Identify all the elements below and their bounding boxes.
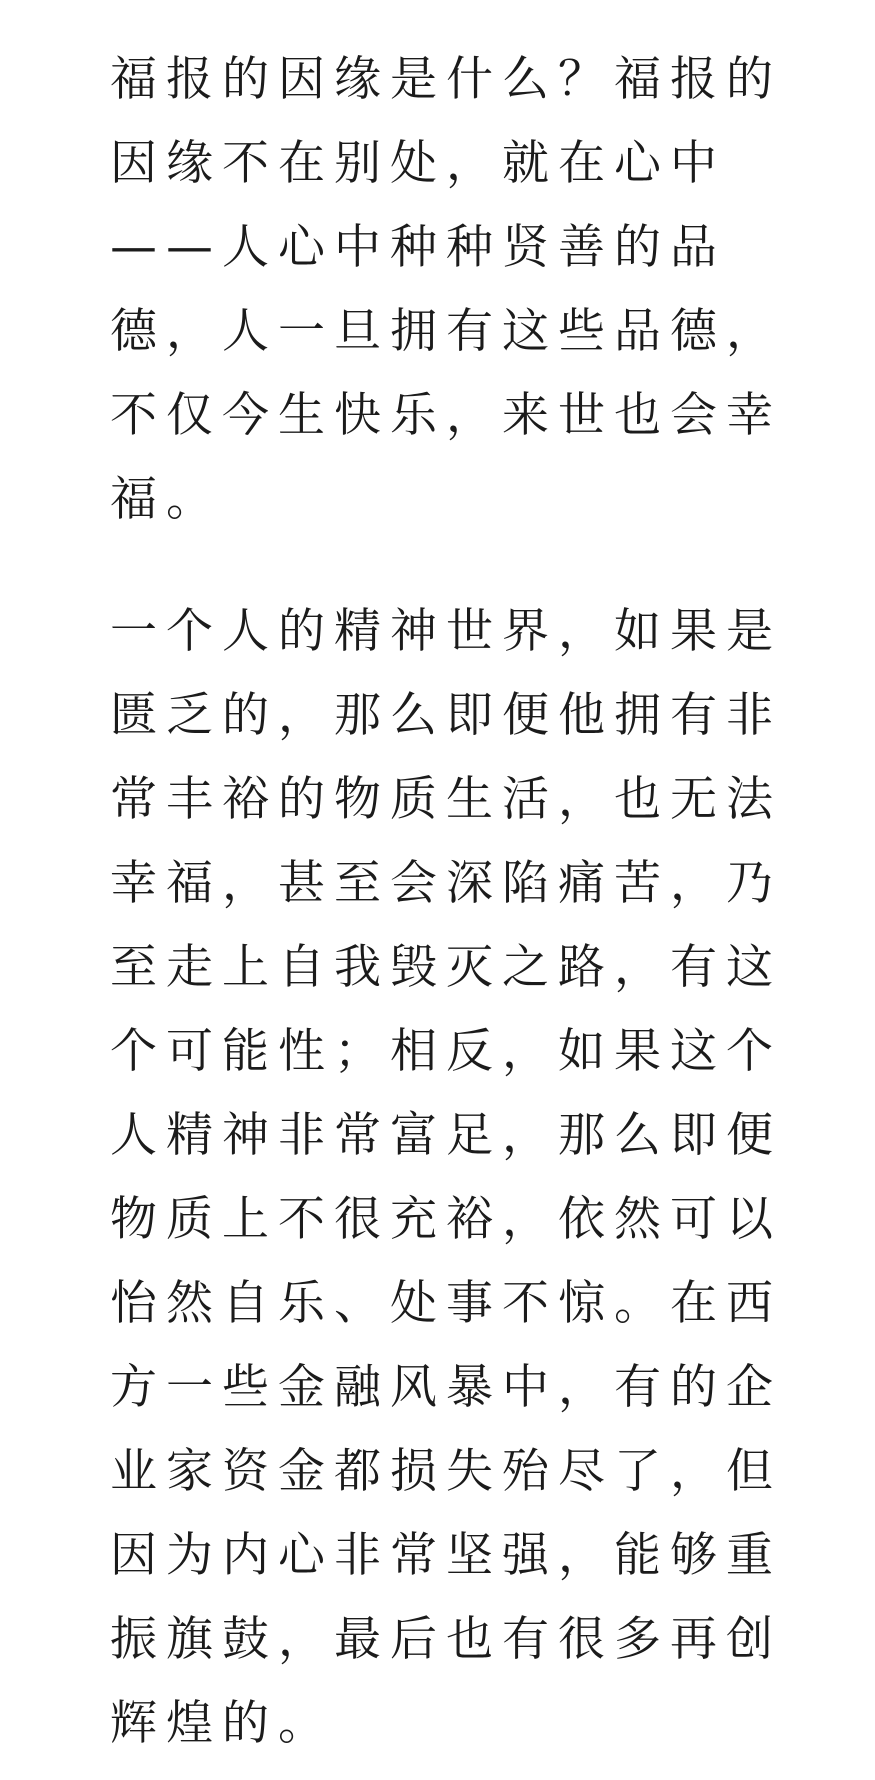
- paragraph-2: [110, 596, 782, 1772]
- text-line: 福。: [110, 472, 222, 527]
- text-line: 一个人的精神世界，如果是: [110, 604, 782, 659]
- text-line: 人精神非常富足，那么即便: [110, 1108, 782, 1163]
- text-line: 个可能性；相反，如果这个: [110, 1024, 782, 1079]
- text-line: 因缘不在别处，就在心中: [110, 136, 726, 191]
- text-line: ——人心中种种贤善的品: [110, 220, 726, 275]
- paragraph-1: [110, 44, 782, 548]
- text-line: 常丰裕的物质生活，也无法: [110, 772, 782, 827]
- text-line: 福报的因缘是什么？福报的: [110, 52, 782, 107]
- text-line: 匮乏的，那么即便他拥有非: [110, 688, 782, 743]
- text-line: 不仅今生快乐，来世也会幸: [110, 388, 782, 443]
- text-line: 幸福，甚至会深陷痛苦，乃: [110, 856, 782, 911]
- text-line: 至走上自我毁灭之路，有这: [110, 940, 782, 995]
- article-body: [110, 44, 782, 1772]
- text-line: 德，人一旦拥有这些品德，: [110, 304, 782, 359]
- text-line: 业家资金都损失殆尽了，但: [110, 1444, 782, 1499]
- text-line: 因为内心非常坚强，能够重: [110, 1528, 782, 1583]
- text-line: 物质上不很充裕，依然可以: [110, 1192, 782, 1247]
- text-line: 辉煌的。: [110, 1696, 334, 1751]
- text-line: 怡然自乐、处事不惊。在西: [110, 1276, 782, 1331]
- text-line: 振旗鼓，最后也有很多再创: [110, 1612, 782, 1667]
- text-line: 方一些金融风暴中，有的企: [110, 1360, 782, 1415]
